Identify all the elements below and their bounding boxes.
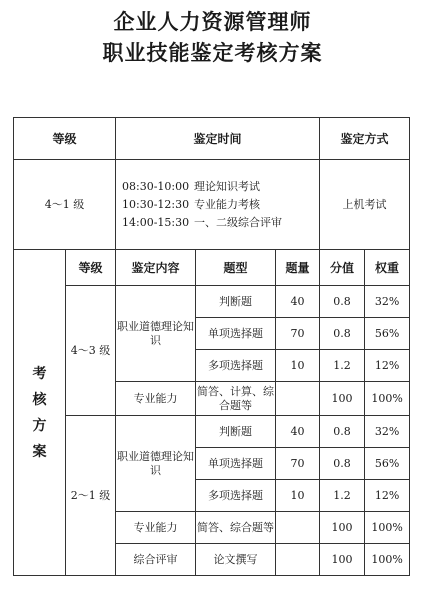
table-row: 综合评审 论文撰写 100 100%	[14, 544, 410, 576]
schedule-times	[116, 160, 320, 250]
table-row: 4～3 级 职业道德理论知识 判断题 40 0.8 32%	[14, 286, 410, 318]
col-content: 鉴定内容	[116, 250, 196, 286]
table-row: 多项选择题 10 1.2 12%	[14, 480, 410, 512]
header-time: 鉴定时间	[116, 118, 320, 160]
group-a-skill: 专业能力	[116, 382, 196, 416]
col-count: 题量	[276, 250, 320, 286]
table-row: 单项选择题 70 0.8 56%	[14, 448, 410, 480]
schedule-method: 上机考试	[320, 160, 410, 250]
col-type: 题型	[196, 250, 276, 286]
table-row: 多项选择题 10 1.2 12%	[14, 350, 410, 382]
schedule-level: 4～1 级	[14, 160, 116, 250]
header-row	[14, 118, 410, 160]
group-b-skill: 专业能力	[116, 512, 196, 544]
document-subtitle: 职业技能鉴定考核方案	[102, 41, 323, 65]
col-weight: 权重	[365, 250, 410, 286]
group-b-review: 综合评审	[116, 544, 196, 576]
group-b-theory: 职业道德理论知识	[116, 416, 196, 512]
schedule-row	[14, 160, 410, 250]
document-title: 企业人力资源管理师	[113, 10, 312, 34]
table-row: 专业能力 简答、计算、综合题等 100 100%	[14, 382, 410, 416]
header-level: 等级	[14, 118, 116, 160]
table-row: 专业能力 简答、综合题等 100 100%	[14, 512, 410, 544]
col-level: 等级	[66, 250, 116, 286]
schedule-item: 08:30-10:00 理论知识考试	[122, 179, 261, 193]
schedule-item: 10:30-12:30 专业能力考核	[122, 197, 261, 211]
header-method: 鉴定方式	[320, 118, 410, 160]
group-b-level: 2～1 级	[66, 416, 116, 576]
group-a-level: 4～3 级	[66, 286, 116, 416]
group-a-theory: 职业道德理论知识	[116, 286, 196, 382]
col-score: 分值	[320, 250, 365, 286]
plan-header-row	[14, 250, 410, 286]
table-row: 2～1 级 职业道德理论知识 判断题 40 0.8 32%	[14, 416, 410, 448]
plan-side-label: 考 核 方 案	[14, 250, 66, 576]
exam-plan-table	[13, 117, 410, 576]
table-row: 单项选择题 70 0.8 56%	[14, 318, 410, 350]
schedule-item: 14:00-15:30 一、二级综合评审	[122, 215, 283, 229]
